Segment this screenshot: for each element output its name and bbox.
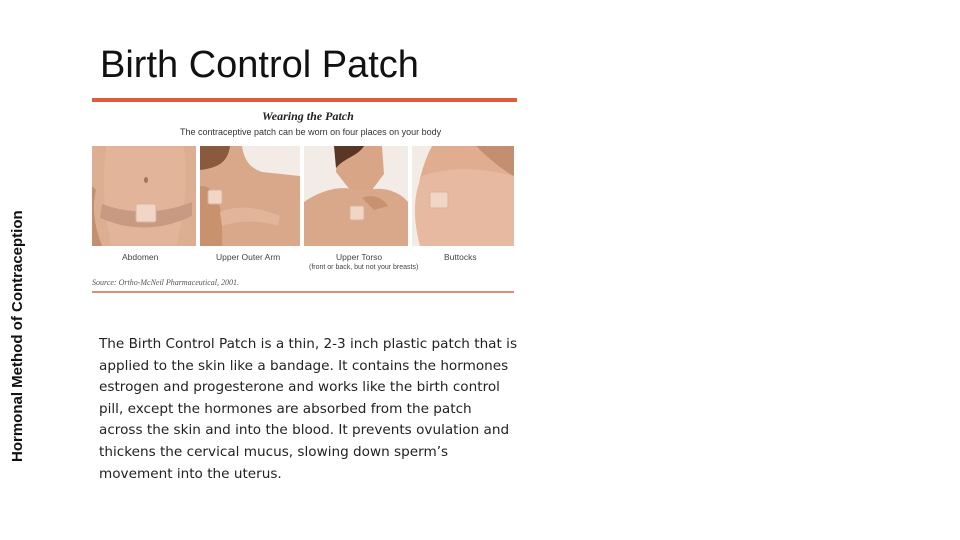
figure-bottom-rule bbox=[92, 291, 514, 293]
caption-upper-outer-arm: Upper Outer Arm bbox=[216, 252, 281, 262]
abdomen-photo bbox=[92, 146, 196, 246]
caption-abdomen: Abdomen bbox=[122, 252, 159, 262]
caption-buttocks: Buttocks bbox=[444, 252, 477, 262]
figure-source: Source: Ortho-McNeil Pharmaceutical, 2001. bbox=[92, 278, 240, 287]
slide-title: Birth Control Patch bbox=[100, 44, 419, 86]
body-paragraph: The Birth Control Patch is a thin, 2-3 inch plastic patch that is applied to the skin like a bandage. It contains the hormones estrogen and progesterone and works like the birth control pill, except the hormones are absorbed from the patch across the skin and into the blood. It prevents ovulation and thickens the cervical mucus, slowing down sperm’s movement into the uterus. bbox=[99, 336, 518, 482]
caption-upper-torso: Upper Torso bbox=[336, 252, 383, 262]
upper-arm-photo bbox=[200, 146, 300, 246]
caption-upper-torso-note: (front or back, but not your breasts) bbox=[309, 264, 419, 271]
title-underline bbox=[92, 98, 517, 102]
figure-subheading: The contraceptive patch can be worn on four places on your body bbox=[180, 127, 442, 137]
side-title: Hormonal Method of Contraception bbox=[9, 210, 26, 462]
figure-heading: Wearing the Patch bbox=[262, 109, 354, 123]
upper-torso-photo bbox=[304, 146, 408, 246]
buttocks-photo bbox=[412, 146, 514, 246]
patch-placement-figure bbox=[92, 106, 516, 296]
